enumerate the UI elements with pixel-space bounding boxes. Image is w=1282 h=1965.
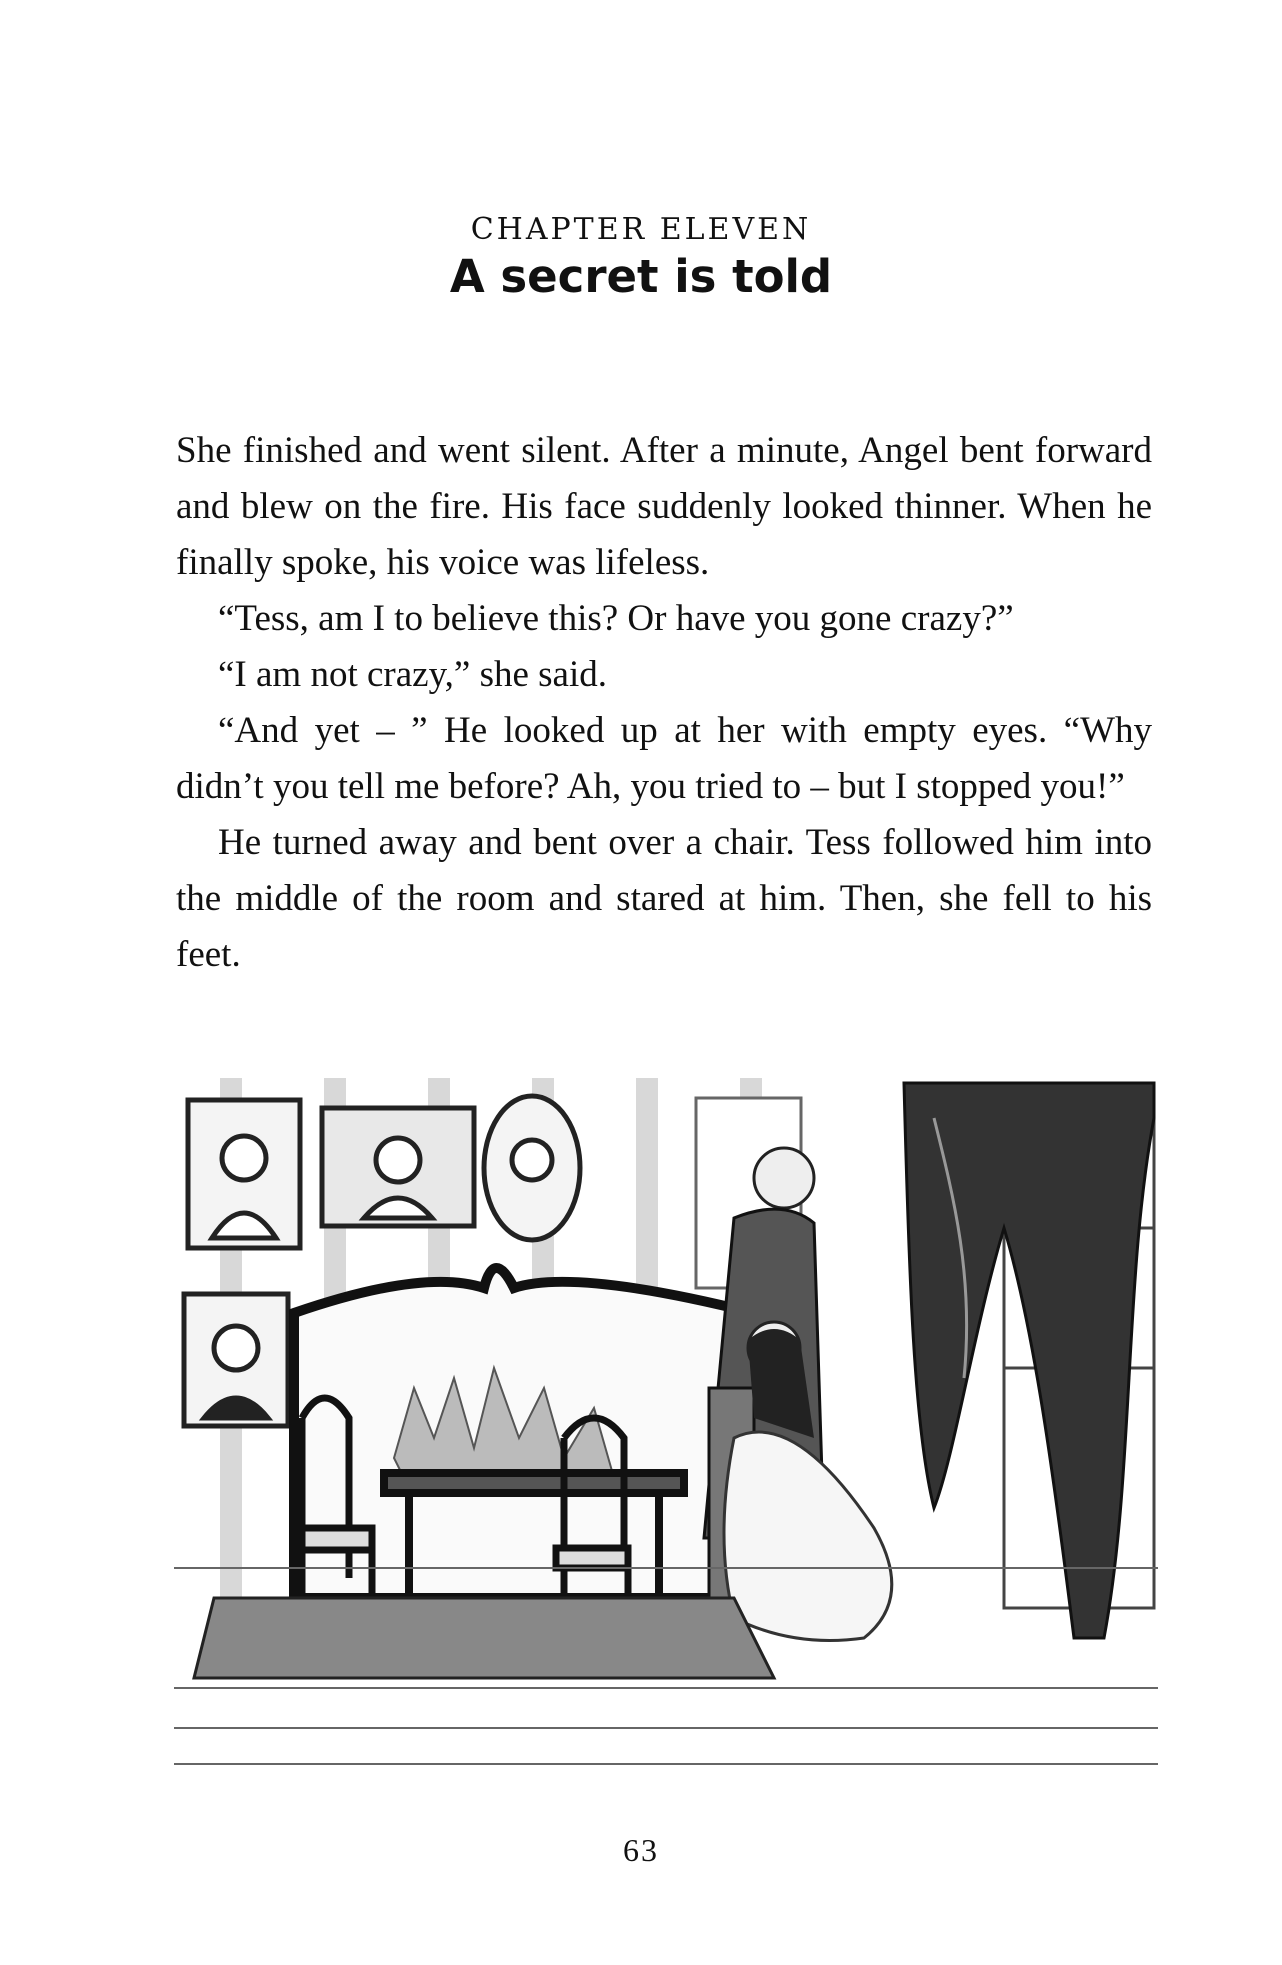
paragraph-2: “Tess, am I to believe this? Or have you gone crazy?” [218, 598, 1014, 639]
chapter-title: A secret is told [449, 250, 833, 303]
paragraph-5: He turned away and bent over a chair. Tess followed him into the middle of the room and stared at him. Then, she fell to his feet. [176, 822, 1152, 975]
paragraph-1: She finished and went silent. After a minute, Angel bent forward and blew on the fire. His face suddenly looked thinner. When he finally spoke, his voice was lifeless. [176, 430, 1152, 583]
body-text [176, 423, 1152, 983]
portrait-frame-2 [322, 1108, 474, 1226]
paragraph-4: “And yet – ” He looked up at her with empty eyes. “Why didn’t you tell me before? Ah, you tried to – but I stopped you!” [176, 710, 1152, 807]
chapter-illustration [174, 1078, 1158, 1768]
paragraph-3: “I am not crazy,” she said. [218, 654, 608, 695]
rug [194, 1598, 774, 1678]
chapter-label: CHAPTER ELEVEN [470, 212, 812, 247]
portrait-frame-4 [184, 1294, 288, 1426]
portrait-frame-1 [188, 1100, 300, 1248]
portrait-frame-3 [484, 1096, 580, 1240]
page-number: 63 [623, 1832, 659, 1868]
